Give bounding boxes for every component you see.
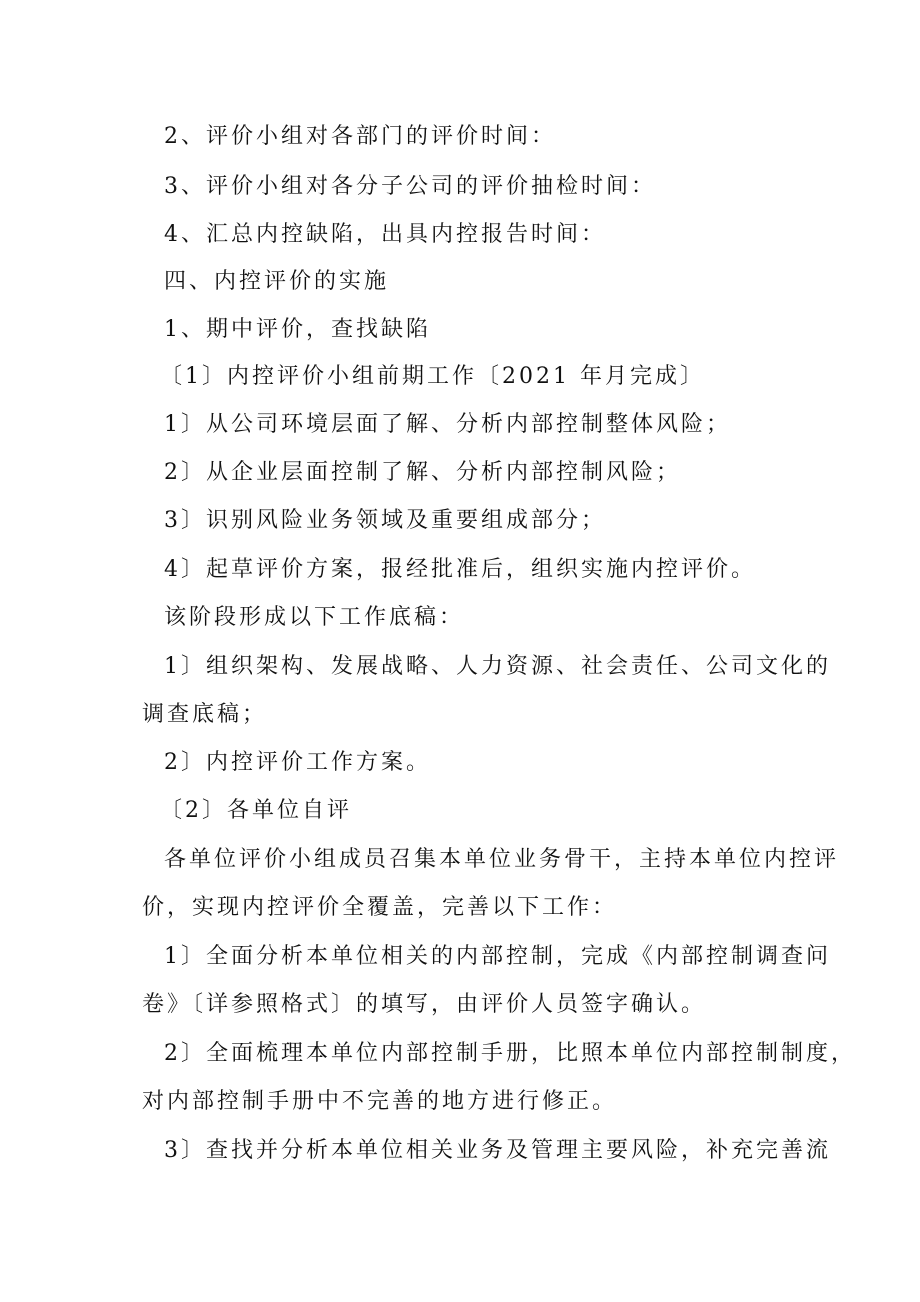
paragraph-line-1: 各单位评价小组成员召集本单位业务骨干，主持本单位内控评	[164, 847, 840, 872]
paper-item-1-line-1: 1〕组织架构、发展战略、人力资源、社会责任、公司文化的	[164, 654, 831, 679]
paper-item-2: 2〕内控评价工作方案。	[164, 750, 431, 775]
text-line-eval-dept-time: 2、评价小组对各部门的评价时间：	[164, 124, 556, 149]
task-item-2-line-1: 2〕全面梳理本单位内部控制手册，比照本单位内部控制制度，	[164, 1041, 856, 1066]
paper-item-1-line-2: 调查底稿；	[142, 702, 268, 727]
text-line-report-time: 4、汇总内控缺陷，出具内控报告时间：	[164, 222, 606, 247]
item-heading-self-eval: 〔2〕各单位自评	[160, 798, 352, 823]
task-item-1-line-2: 卷》〔详参照格式〕的填写，由评价人员签字确认。	[142, 992, 707, 1017]
task-item-2-line-2: 对内部控制手册中不完善的地方进行修正。	[142, 1089, 618, 1114]
text-line-eval-subsidiary-time: 3、评价小组对各分子公司的评价抽检时间：	[164, 174, 656, 199]
paragraph-line-2: 价，实现内控评价全覆盖，完善以下工作：	[142, 895, 618, 920]
subsection-heading-midterm: 1、期中评价，查找缺陷	[164, 317, 431, 342]
item-heading-preliminary-work: 〔1〕内控评价小组前期工作〔2021 年月完成〕	[160, 364, 705, 389]
task-item-3-line-1: 3〕查找并分析本单位相关业务及管理主要风险，补充完善流	[164, 1138, 831, 1163]
list-item-4: 4〕起草评价方案，报经批准后，组织实施内控评价。	[164, 557, 756, 582]
task-item-1-line-1: 1〕全面分析本单位相关的内部控制，完成《内部控制调查问	[164, 944, 831, 969]
list-item-2: 2〕从企业层面控制了解、分析内部控制风险；	[164, 460, 681, 485]
list-item-3: 3〕识别风险业务领域及重要组成部分；	[164, 508, 606, 533]
section-heading-implementation: 四、内控评价的实施	[164, 269, 390, 294]
text-line-working-papers: 该阶段形成以下工作底稿：	[164, 605, 465, 630]
list-item-1: 1〕从公司环境层面了解、分析内部控制整体风险；	[164, 412, 731, 437]
